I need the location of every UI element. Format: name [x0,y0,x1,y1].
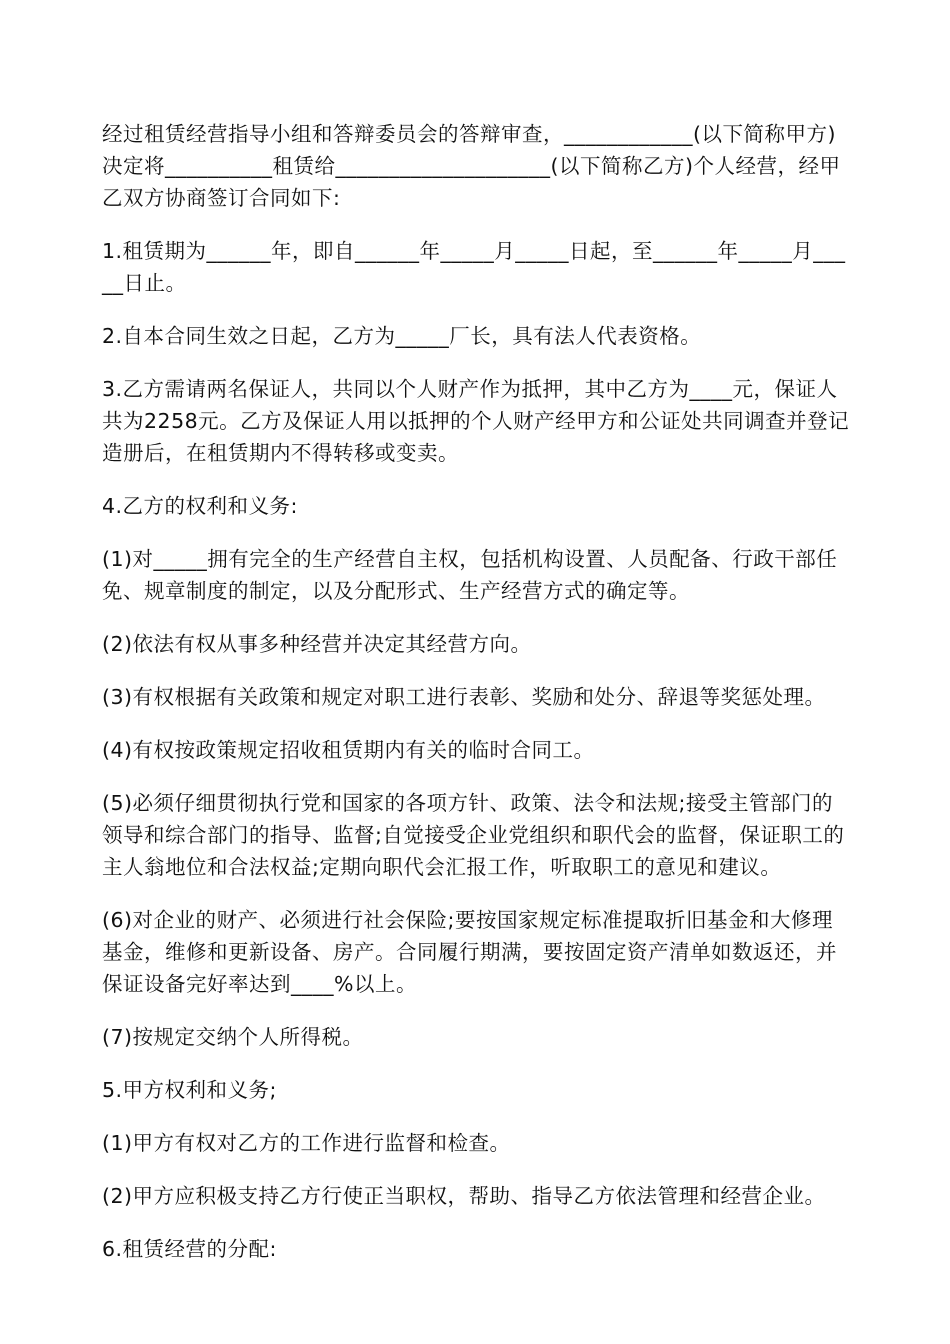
paragraph-clause-1: 1.租赁期为______年，即自______年_____月_____日起，至______年_____月_____日止。 [102,239,846,295]
paragraph-clause-4-item-6: (6)对企业的财产、必须进行社会保险;要按国家规定标准提取折旧基金和大修理基金，维修和更新设备、房产。合同履行期满，要按固定资产清单如数返还，并保证设备完好率达到____%以上。 [102,908,837,996]
paragraph-clause-4-item-1: (1)对_____拥有完全的生产经营自主权，包括机构设置、人员配备、行政干部任免、规章制度的制定，以及分配形式、生产经营方式的确定等。 [102,547,838,603]
paragraph-clause-4-item-3: (3)有权根据有关政策和规定对职工进行表彰、奖励和处分、辞退等奖惩处理。 [102,685,826,709]
paragraph-clause-5-item-1: (1)甲方有权对乙方的工作进行监督和检查。 [102,1131,511,1155]
paragraph-clause-4-item-7: (7)按规定交纳个人所得税。 [102,1025,364,1049]
paragraph-clause-2: 2.自本合同生效之日起，乙方为_____厂长，具有法人代表资格。 [102,324,702,348]
paragraph-clause-6-heading: 6.租赁经营的分配: [102,1237,277,1261]
paragraph-intro: 经过租赁经营指导小组和答辩委员会的答辩审查，____________(以下简称甲方)决定将__________租赁给____________________(以下简称乙方)个人经营，经甲乙双方协商签订合同如下: [102,122,841,210]
paragraph-clause-5-item-2: (2)甲方应积极支持乙方行使正当职权，帮助、指导乙方依法管理和经营企业。 [102,1184,826,1208]
paragraph-clause-4-heading: 4.乙方的权利和义务: [102,494,298,518]
document-body [102,118,852,1286]
paragraph-clause-4-item-4: (4)有权按政策规定招收租赁期内有关的临时合同工。 [102,738,595,762]
paragraph-clause-5-heading: 5.甲方权利和义务; [102,1078,277,1102]
paragraph-clause-3: 3.乙方需请两名保证人，共同以个人财产作为抵押，其中乙方为____元，保证人共为2258元。乙方及保证人用以抵押的个人财产经甲方和公证处共同调查并登记造册后，在租赁期内不得转移或变卖。 [102,377,850,465]
paragraph-clause-4-item-5: (5)必须仔细贯彻执行党和国家的各项方针、政策、法令和法规;接受主管部门的领导和综合部门的指导、监督;自觉接受企业党组织和职代会的监督，保证职工的主人翁地位和合法权益;定期向职代会汇报工作，听取职工的意见和建议。 [102,791,845,879]
paragraph-clause-4-item-2: (2)依法有权从事多种经营并决定其经营方向。 [102,632,532,656]
